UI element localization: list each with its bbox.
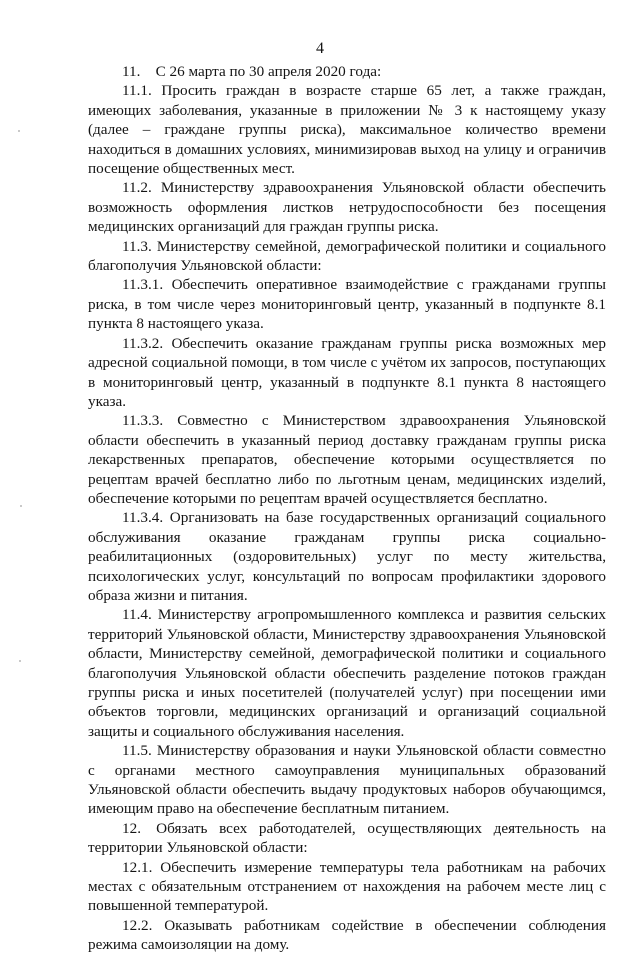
page-number: 4	[316, 40, 324, 57]
paragraph-12-1: 12.1. Обеспечить измерение температуры тела работникам на рабочих местах с обязательным отстранением от нахождения на рабочем месте лиц с повышенной температурой.	[88, 858, 606, 915]
paragraph-12: 12. Обязать всех работодателей, осуществляющих деятельность на территории Ульяновской области:	[88, 819, 606, 857]
paragraph-12-2: 12.2. Оказывать работникам содействие в обеспечении соблюдения режима самоизоляции на дому.	[88, 916, 606, 954]
paragraph-11-1: 11.1. Просить граждан в возрасте старше 65 лет, а также граждан, имеющих заболевания, указанные в приложении № 3 к настоящему указу (далее – граждане группы риска), максимальное количество времени находиться в домашних условиях, минимизировав выход на улицу и ограничив посещение общественных мест.	[88, 82, 606, 178]
paragraph-11: 11. С 26 марта по 30 апреля 2020 года:	[122, 63, 382, 80]
paragraph-11-2: 11.2. Министерству здравоохранения Ульяновской области обеспечить возможность оформления листков нетрудоспособности без посещения медицинских организаций для граждан группы риска.	[88, 179, 606, 236]
paragraph-11-5: 11.5. Министерству образования и науки Ульяновской области совместно с органами местного самоуправления муниципальных образований Ульяновской области обеспечить выдачу продуктовых наборов обучающимся, имеющим право на обеспечение бесплатным питанием.	[88, 742, 606, 818]
scan-speck	[20, 505, 22, 507]
paragraph-11-3-3: 11.3.3. Совместно с Министерством здравоохранения Ульяновской области обеспечить в указанный период доставку гражданам группы риска лекарственных препаратов, обеспечение которыми осуществляется по рецептам врачей бесплатно либо по льготным ценам, медицинских изделий, обеспечение которыми по рецептам врачей осуществляется бесплатно.	[88, 412, 606, 507]
paragraph-11-4: 11.4. Министерству агропромышленного комплекса и развития сельских территорий Ульяновской области, Министерству здравоохранения Ульяновской области, Министерству семейной, демографической политики и социального благополучия Ульяновской области обеспечить разделение потоков граждан группы риска и иных посетителей (получателей услуг) при посещении ими объектов торговли, медицинских организаций и организаций социальной защиты и социального обслуживания населения.	[88, 606, 606, 740]
scan-speck	[18, 130, 20, 132]
paragraph-11-3: 11.3. Министерству семейной, демографической политики и социального благополучия Ульяновской области:	[88, 237, 606, 275]
paragraph-11-3-2: 11.3.2. Обеспечить оказание гражданам группы риска возможных мер адресной социальной помощи, в том числе с учётом их запросов, поступающих в мониторинговый центр, указанный в подпункте 8.1 пункта 8 настоящего указа.	[88, 334, 606, 410]
paragraph-11-3-4: 11.3.4. Организовать на базе государственных организаций социального обслуживания оказание гражданам группы риска социально-реабилитационных (оздоровительных) услуг по месту жительства, психологических услуг, консультаций по вопросам профилактики здорового образа жизни и питания.	[88, 509, 606, 604]
scan-speck	[19, 660, 21, 662]
paragraph-11-3-1: 11.3.1. Обеспечить оперативное взаимодействие с гражданами группы риска, в том числе через мониторинговый центр, указанный в подпункте 8.1 пункта 8 настоящего указа.	[88, 276, 606, 333]
document-body	[88, 62, 606, 955]
